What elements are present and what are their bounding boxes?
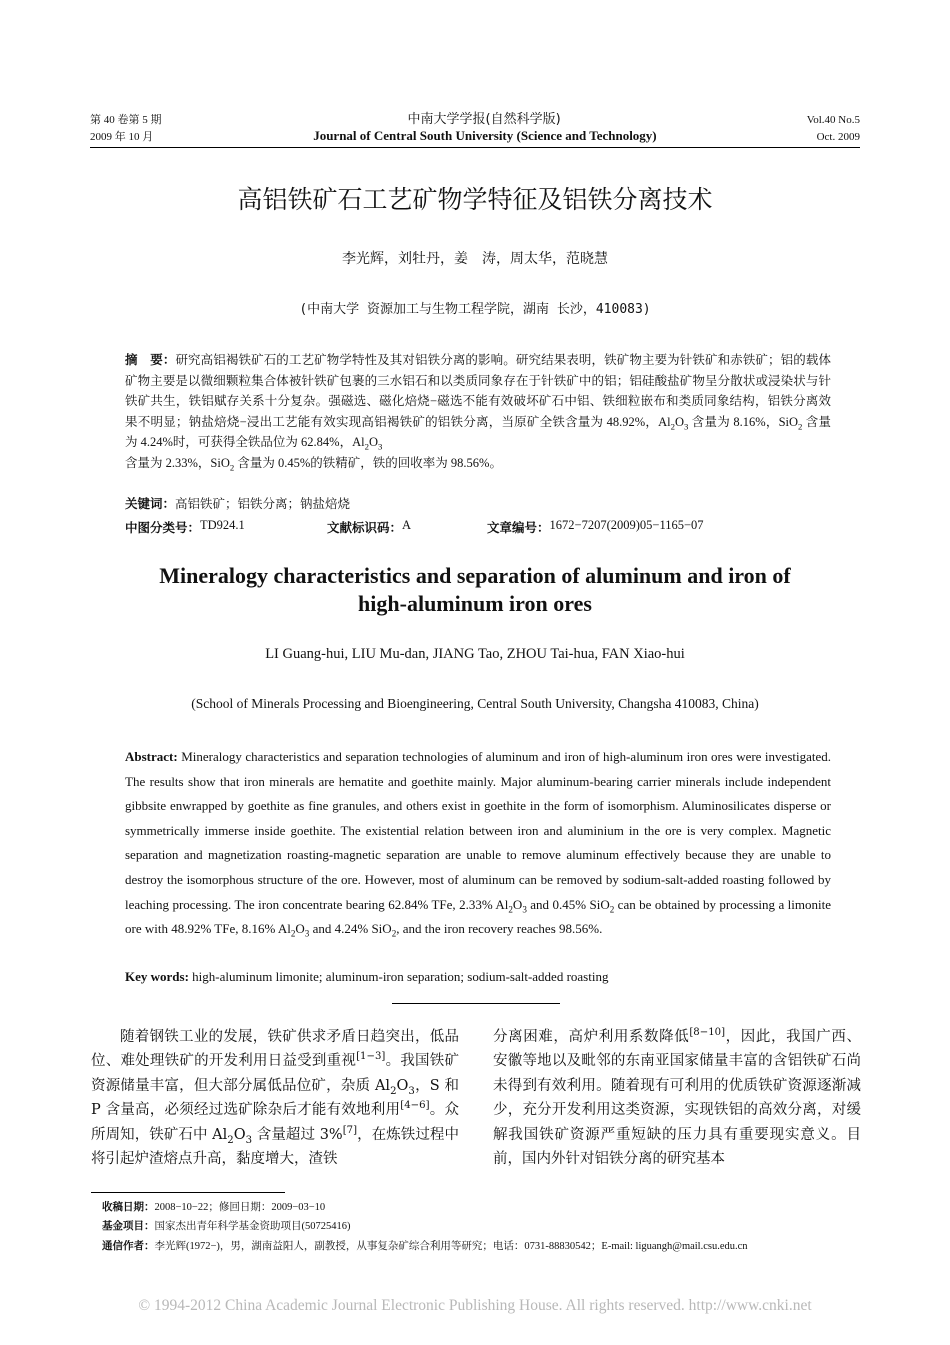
abstract-en-text: , and the iron recovery reaches 98.56%. bbox=[396, 921, 603, 937]
abstract-en bbox=[125, 745, 831, 942]
fund-value: 国家杰出青年科学基金资助项目(50725416) bbox=[154, 1221, 351, 1232]
subscript: 2 bbox=[227, 1134, 234, 1146]
received-label: 收稿日期： bbox=[102, 1201, 155, 1213]
received-value: 2008−10−22；修回日期：2009−03−10 bbox=[154, 1202, 326, 1213]
subscript: 2 bbox=[364, 441, 369, 452]
subscript: 3 bbox=[304, 928, 310, 939]
abstract-cn-text: 含量为 8.16%，SiO bbox=[688, 414, 799, 429]
abstract-cn-label: 摘 要： bbox=[125, 352, 176, 367]
doc-value: A bbox=[402, 518, 412, 532]
body-text: O bbox=[233, 1126, 246, 1143]
subscript: 2 bbox=[290, 928, 296, 939]
body-text: 。我国铁矿资源储量丰富，但大部分属低品位矿，杂质 Al bbox=[91, 1053, 460, 1094]
body-text: 含量超过 3% bbox=[252, 1126, 343, 1143]
volume-issue-en: Vol.40 No.5 bbox=[806, 114, 860, 126]
journal-name-cn: 中南大学学报(自然科学版) bbox=[407, 112, 561, 127]
abstract-cn-text: 含量为 0.45%的铁精矿，铁的回收率为 98.56%。 bbox=[234, 455, 502, 470]
corr-value: 李光辉(1972−)，男，湖南益阳人，副教授，从事复杂矿综合利用等研究；电话：0731-88830542；E-mail: liguangh@mail.csu.edu.cn bbox=[154, 1241, 748, 1252]
clc-value: TD924.1 bbox=[200, 518, 245, 532]
abstract-cn-text: 含量为 2.33%，SiO bbox=[125, 455, 230, 470]
art-value: 1672−7207(2009)05−1165−07 bbox=[549, 518, 704, 532]
title-cn: 高铝铁矿石工艺矿物学特征及铝铁分离技术 bbox=[237, 185, 713, 214]
body-text: ，因此，我国广西、安徽等地以及毗邻的东南亚国家储量丰富的含铝铁矿石尚未得到有效利用。随着现有可利用的优质铁矿资源逐渐减少，充分开发利用这类资源，实现铁铝的高效分离，对缓解我国铁矿资源严重短缺的压力具有重要现实意义。目前，国内外针对铝铁分离的研究基本 bbox=[493, 1029, 862, 1168]
abstract-en-text: and 0.45% SiO bbox=[526, 896, 610, 912]
subscript: 3 bbox=[408, 1085, 415, 1097]
abstract-cn-text: 含量为 4.24%时，可获得全铁品位为 62.84%，Al bbox=[125, 414, 831, 449]
keywords-en-label: Key words: bbox=[125, 969, 189, 984]
body-text: O bbox=[396, 1077, 409, 1094]
abstract-cn-text: O bbox=[368, 435, 378, 449]
art-label: 文章编号： bbox=[487, 520, 550, 535]
date-cn: 2009 年 10 月 bbox=[90, 131, 154, 143]
subscript: 2 bbox=[670, 421, 676, 431]
body-text: 。众所周知，铁矿石中 Al bbox=[91, 1102, 459, 1143]
subscript: 3 bbox=[245, 1134, 253, 1146]
running-header bbox=[90, 108, 860, 148]
body-column-left bbox=[91, 1025, 459, 1171]
subscript: 2 bbox=[508, 904, 513, 915]
subscript: 2 bbox=[390, 1085, 397, 1097]
body-column-right bbox=[493, 1025, 861, 1171]
body-text: 随着钢铁工业的发展，铁矿供求矛盾日趋突出，低品位、难处理铁矿的开发利用日益受到重视 bbox=[91, 1029, 459, 1070]
keywords-cn-text: 高铝铁矿；铝铁分离；钠盐焙烧 bbox=[175, 497, 351, 511]
abstract-cn-text: 研究高铝褐铁矿石的工艺矿物学特性及其对铝铁分离的影响。研究结果表明，铁矿物主要为针铁矿和赤铁矿；铝的载体矿物主要是以微细颗粒集合体被针铁矿包裹的三水铝石和以类质同象存在于针铁矿中的铝；铝硅酸盐矿物呈分散状或浸染状与针铁矿共生，铁铝赋存关系十分复杂。强磁选、磁化焙烧−磁选不能有效破坏矿石中铝、铁细粒嵌布和类质同象结构，铝铁分离效果不明显；钠盐焙烧−浸出工艺能有效实现高铝褐铁矿的铝铁分离，当原矿全铁含量为 48.92%，Al bbox=[125, 353, 831, 429]
citation: [7] bbox=[342, 1124, 358, 1136]
keywords-cn-label: 关键词： bbox=[125, 496, 176, 511]
keywords-en-text: high-aluminum limonite; aluminum-iron separation; sodium-salt-added roasting bbox=[188, 969, 609, 984]
volume-issue-cn: 第 40 卷第 5 期 bbox=[90, 114, 162, 126]
subscript: 2 bbox=[391, 928, 397, 939]
section-separator bbox=[392, 1003, 560, 1004]
body-text: ，在炼铁过程中将引起炉渣熔点升高，黏度增大，渣铁 bbox=[91, 1126, 459, 1168]
article-number bbox=[487, 518, 704, 536]
subscript: 3 bbox=[684, 421, 689, 431]
affiliation-en: (School of Minerals Processing and Bioengineering, Central South University, Changsha 410083, China) bbox=[191, 696, 759, 711]
abstract-en-text: O bbox=[295, 921, 305, 937]
journal-name-en: Journal of Central South University (Science and Technology) bbox=[313, 128, 657, 143]
citation: [1−3] bbox=[356, 1051, 386, 1063]
abstract-cn-text: O bbox=[675, 414, 685, 429]
subscript: 2 bbox=[798, 421, 803, 431]
abstract-cn bbox=[125, 350, 831, 473]
affiliation-cn: (中南大学 资源加工与生物工程学院，湖南 长沙，410083) bbox=[299, 302, 651, 317]
subscript: 3 bbox=[377, 441, 383, 452]
subscript: 2 bbox=[609, 904, 615, 915]
doc-label: 文献标识码： bbox=[327, 520, 403, 535]
fund-label: 基金项目： bbox=[102, 1220, 155, 1232]
abstract-en-text: and 4.24% SiO bbox=[309, 921, 392, 937]
citation: [4−6] bbox=[400, 1100, 430, 1112]
body-text: 分离困难，高炉利用系数降低 bbox=[493, 1029, 690, 1045]
footnote-rule bbox=[91, 1192, 285, 1193]
date-en: Oct. 2009 bbox=[816, 131, 860, 143]
abstract-en-text: O bbox=[512, 896, 523, 912]
subscript: 3 bbox=[522, 904, 527, 915]
keywords-en bbox=[125, 969, 831, 985]
title-en bbox=[0, 562, 950, 618]
title-en-line-1: Mineralogy characteristics and separation of aluminum and iron of bbox=[159, 563, 791, 588]
abstract-en-label: Abstract: bbox=[125, 749, 178, 764]
clc-label: 中图分类号： bbox=[125, 520, 201, 535]
authors-cn: 李光辉，刘牡丹，姜 涛，周太华，范晓慧 bbox=[342, 251, 608, 267]
abstract-en-text: can be obtained by processing a limonite ore with 48.92% TFe, 8.16% Al bbox=[125, 896, 831, 937]
corr-label: 通信作者： bbox=[102, 1240, 155, 1252]
authors-en: LI Guang-hui, LIU Mu-dan, JIANG Tao, ZHOU Tai-hua, FAN Xiao-hui bbox=[265, 646, 685, 662]
keywords-cn bbox=[125, 494, 831, 512]
copyright-footer: © 1994-2012 China Academic Journal Electronic Publishing House. All rights reserved. http://www.cnki.net bbox=[138, 1297, 812, 1314]
body-text: ，S 和 P 含量高，必须经过选矿除杂后才能有效地利用 bbox=[91, 1077, 459, 1119]
title-en-line-2: high-aluminum iron ores bbox=[358, 591, 592, 616]
footnote-fund bbox=[102, 1218, 351, 1233]
subscript: 2 bbox=[229, 462, 235, 472]
citation: [8−10] bbox=[689, 1027, 726, 1039]
header-rule bbox=[90, 147, 860, 148]
footnote-received bbox=[102, 1199, 325, 1214]
document-code bbox=[327, 518, 412, 536]
footnote-corresponding bbox=[102, 1238, 748, 1253]
abstract-en-text: Mineralogy characteristics and separation technologies of aluminum and iron of high-aluminum iron ores were investigated. The results show that iron minerals are hematite and goethite mainly. Major aluminum-bearing carrier minerals include independent gibbsite enwrapped by goethite as fine granules, and others exist in goethite in the form of isomorphism. Aluminosilicates disperse or symmetrically immerse inside goethite. The existential relation between iron and aluminium in the ore is very complex. Magnetic separation and magnetization roasting-magnetic separation are unable to remove aluminum effectively because they are unable to destroy the isomorphous structure of the ore. However, most of aluminum can be removed by sodium-salt-added roasting followed by leaching processing. The iron concentrate bearing 62.84% TFe, 2.33% Al bbox=[125, 749, 831, 912]
clc-number bbox=[125, 518, 245, 536]
